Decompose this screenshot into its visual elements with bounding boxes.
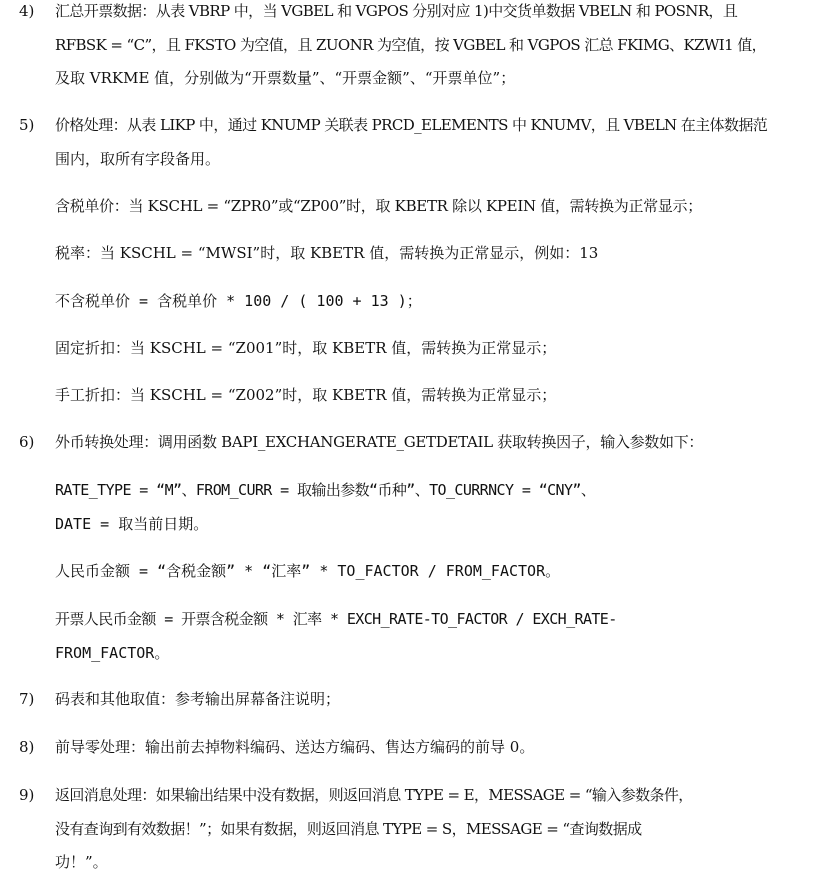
item-number-5: 5): [19, 116, 35, 134]
item-5-sub-5: 手工折扣：当 KSCHL = “Z002”时，取 KBETR 值，需转换为正常显示；: [55, 386, 557, 404]
item-number-6: 6): [19, 433, 35, 451]
item-9-line-2: 没有查询到有效数据！”；如果有数据，则返回消息 TYPE = S，MESSAGE = “查询数据成: [55, 820, 642, 838]
item-5-sub-4: 固定折扣：当 KSCHL = “Z001”时，取 KBETR 值，需转换为正常显示；: [55, 339, 557, 357]
item-8-line-1: 前导零处理：输出前去掉物料编码、送达方编码、售达方编码的前导 0。: [55, 738, 535, 756]
item-9-line-1: 返回消息处理：如果输出结果中没有数据，则返回消息 TYPE = E，MESSAGE = “输入参数条件，: [55, 786, 693, 804]
item-6-sub-1: RATE_TYPE = “M”、FROM_CURR = 取输出参数“币种”、TO_CURRNCY = “CNY”、: [55, 481, 596, 499]
item-5-line-2: 围内，取所有字段备用。: [55, 150, 221, 168]
item-9-line-3: 功！”。: [55, 853, 108, 871]
item-number-9: 9): [19, 786, 35, 804]
item-7-line-1: 码表和其他取值：参考输出屏幕备注说明；: [55, 690, 341, 708]
item-6-line-1: 外币转换处理：调用函数 BAPI_EXCHANGERATE_GETDETAIL 获取转换因子，输入参数如下：: [55, 433, 704, 451]
item-4-line-1: 汇总开票数据：从表 VBRP 中，当 VGBEL 和 VGPOS 分别对应 1)中交货单数据 VBELN 和 POSNR，且: [55, 2, 738, 20]
item-4-line-2: RFBSK = “C”，且 FKSTO 为空值，且 ZUONR 为空值，按 VGBEL 和 VGPOS 汇总 FKIMG、KZWI1 值，: [55, 36, 767, 54]
item-5-sub-3: 不含税单价 = 含税单价 * 100 / ( 100 + 13 )；: [55, 292, 422, 310]
item-4-line-3: 及取 VRKME 值，分别做为“开票数量”、“开票金额”、“开票单位”；: [55, 69, 516, 87]
item-5-line-1: 价格处理：从表 LIKP 中，通过 KNUMP 关联表 PRCD_ELEMENTS 中 KNUMV，且 VBELN 在主体数据范: [55, 116, 768, 134]
item-6-sub-5: FROM_FACTOR。: [55, 644, 170, 662]
item-number-8: 8): [19, 738, 35, 756]
item-number-4: 4): [19, 2, 35, 20]
item-number-7: 7): [19, 690, 35, 708]
item-6-sub-2: DATE = 取当前日期。: [55, 515, 209, 533]
item-5-sub-1: 含税单价：当 KSCHL = “ZPR0”或“ZP00”时，取 KBETR 除以 KPEIN 值，需转换为正常显示；: [55, 197, 702, 215]
item-6-sub-3: 人民币金额 = “含税金额” * “汇率” * TO_FACTOR / FROM_FACTOR。: [55, 562, 561, 580]
item-6-sub-4: 开票人民币金额 = 开票含税金额 * 汇率 * EXCH_RATE-TO_FACTOR / EXCH_RATE-: [55, 610, 617, 628]
item-5-sub-2: 税率：当 KSCHL = “MWSI”时，取 KBETR 值，需转换为正常显示，例如：13: [55, 244, 599, 262]
